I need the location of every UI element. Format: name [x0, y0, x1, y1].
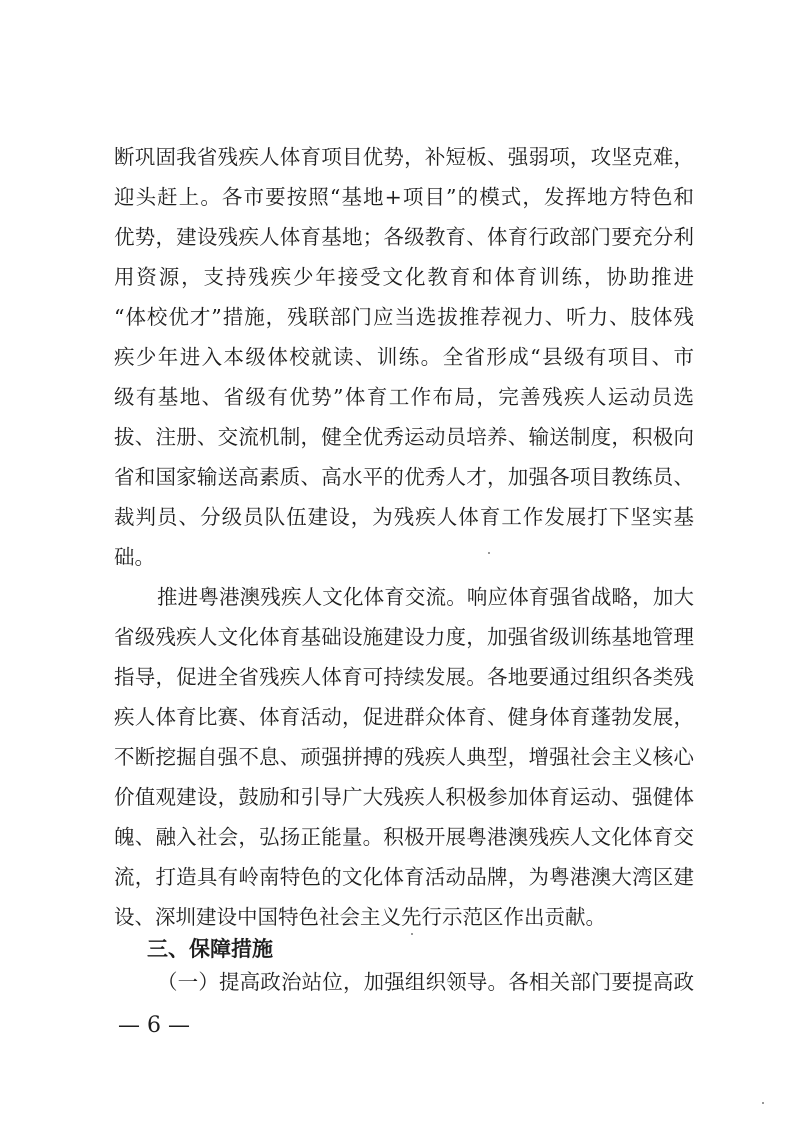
paragraph-2-line-4: 疾人体育比赛、体育活动，促进群众体育、健身体育蓬勃发展，: [114, 705, 694, 729]
paragraph-1-line-8: 拔、注册、交流机制，健全优秀运动员培养、输送制度，积极向: [114, 425, 694, 449]
scan-speck: [488, 552, 490, 554]
paragraph-1-line-5: “体校优才”措施，残联部门应当选拔推荐视力、听力、肢体残: [114, 305, 694, 329]
paragraph-1-line-6: 疾少年进入本级体校就读、训练。全省形成“县级有项目、市: [114, 345, 694, 369]
section-heading: 三、保障措施: [147, 937, 273, 961]
page-number: — 6 —: [118, 1013, 190, 1038]
paragraph-1-line-7: 级有基地、省级有优势”体育工作布局，完善残疾人运动员选: [114, 385, 694, 409]
paragraph-1-line-2: 迎头赶上。各市要按照“基地+项目”的模式，发挥地方特色和: [114, 185, 694, 209]
scan-speck: [762, 1102, 764, 1104]
paragraph-1-line-1: 断巩固我省残疾人体育项目优势，补短板、强弱项，攻坚克难，: [114, 145, 694, 169]
subsection-line: （一）提高政治站位，加强组织领导。各相关部门要提高政: [157, 970, 694, 994]
paragraph-1-line-11: 础。: [114, 545, 155, 569]
paragraph-2-line-9: 设、深圳建设中国特色社会主义先行示范区作出贡献。: [114, 905, 606, 929]
paragraph-2-line-5: 不断挖掘自强不息、顽强拼搏的残疾人典型，增强社会主义核心: [114, 745, 694, 769]
paragraph-1-line-3: 优势，建设残疾人体育基地；各级教育、体育行政部门要充分利: [114, 225, 694, 249]
paragraph-1-line-4: 用资源，支持残疾少年接受文化教育和体育训练，协助推进: [114, 265, 694, 289]
paragraph-2-line-7: 魄、融入社会，弘扬正能量。积极开展粤港澳残疾人文化体育交: [114, 825, 694, 849]
paragraph-2-line-1: 推进粤港澳残疾人文化体育交流。响应体育强省战略，加大: [157, 585, 694, 609]
paragraph-1-line-9: 省和国家输送高素质、高水平的优秀人才，加强各项目教练员、: [114, 465, 694, 489]
paragraph-2-line-2: 省级残疾人文化体育基础设施建设力度，加强省级训练基地管理: [114, 625, 694, 649]
scan-speck: [411, 933, 413, 935]
paragraph-2-line-3: 指导，促进全省残疾人体育可持续发展。各地要通过组织各类残: [114, 665, 694, 689]
paragraph-2-line-6: 价值观建设，鼓励和引导广大残疾人积极参加体育运动、强健体: [114, 785, 694, 809]
paragraph-1-line-10: 裁判员、分级员队伍建设，为残疾人体育工作发展打下坚实基: [114, 505, 694, 529]
paragraph-2-line-8: 流，打造具有岭南特色的文化体育活动品牌，为粤港澳大湾区建: [114, 865, 694, 889]
